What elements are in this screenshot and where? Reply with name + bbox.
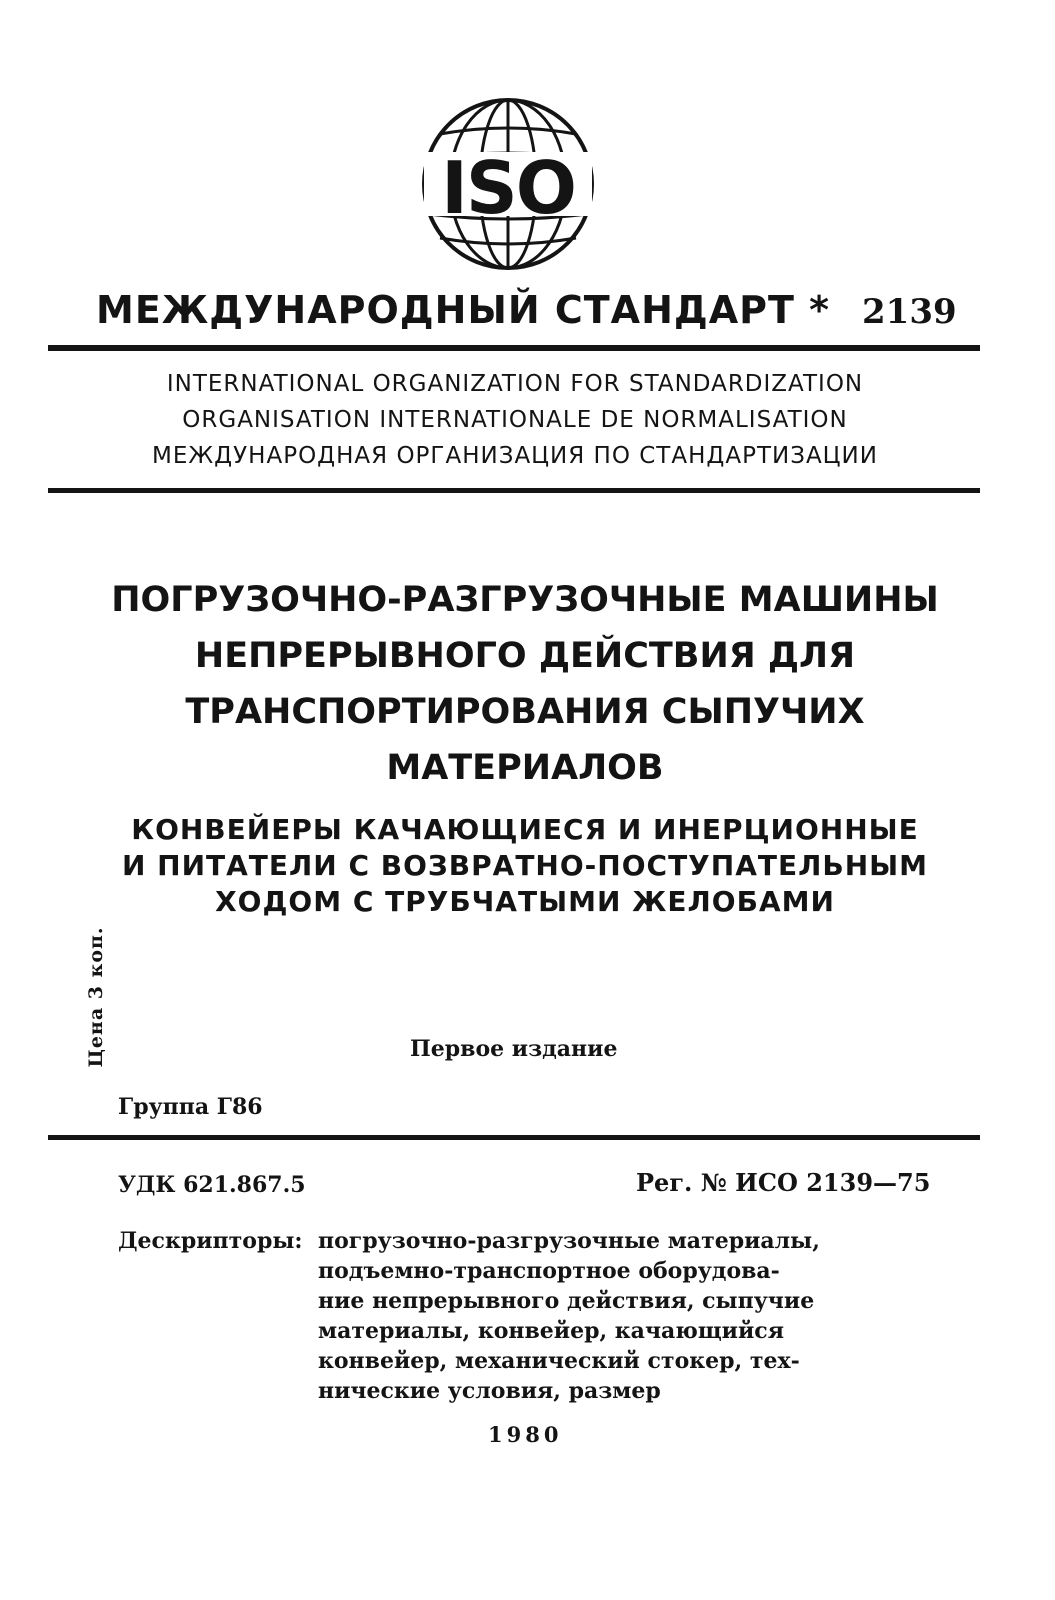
standard-number: 2139 xyxy=(862,292,957,332)
descriptor-line: подъемно-транспортное оборудова- xyxy=(318,1258,780,1284)
document-title-line: НЕПРЕРЫВНОГО ДЕЙСТВИЯ ДЛЯ xyxy=(194,636,856,676)
descriptor-line: конвейер, механический стокер, тех- xyxy=(318,1348,800,1374)
group-label: Группа Г86 xyxy=(118,1094,263,1120)
descriptors-label: Дескрипторы: xyxy=(118,1228,303,1254)
document-subtitle-line: КОНВЕЙЕРЫ КАЧАЮЩИЕСЯ И ИНЕРЦИОННЫЕ xyxy=(131,813,919,846)
organization-names xyxy=(60,366,970,474)
document-title-line: ПОГРУЗОЧНО-РАЗГРУЗОЧНЫЕ МАШИНЫ xyxy=(111,580,939,620)
registration-number: Рег. № ИСО 2139—75 xyxy=(636,1168,931,1197)
standard-title: МЕЖДУНАРОДНЫЙ СТАНДАРТ * xyxy=(96,288,830,332)
divider-top xyxy=(48,345,980,351)
divider-bottom xyxy=(48,1135,980,1140)
edition-label: Первое издание xyxy=(410,1036,618,1062)
document-subtitle-line: И ПИТАТЕЛИ С ВОЗВРАТНО-ПОСТУПАТЕЛЬНЫМ xyxy=(121,849,928,882)
organization-name-en: INTERNATIONAL ORGANIZATION FOR STANDARDIZATION xyxy=(166,371,864,397)
price-text: Цена 3 коп. xyxy=(85,926,107,1068)
document-title-line: МАТЕРИАЛОВ xyxy=(386,748,664,788)
descriptor-line: ние непрерывного действия, сыпучие xyxy=(318,1288,815,1314)
divider-middle xyxy=(48,488,980,493)
iso-logo-text: ISO xyxy=(441,146,575,230)
udk-code: УДК 621.867.5 xyxy=(118,1172,306,1198)
document-subtitle-line: ХОДОМ С ТРУБЧАТЫМИ ЖЕЛОБАМИ xyxy=(215,885,835,918)
descriptor-line: нические условия, размер xyxy=(318,1378,661,1404)
iso-globe-logo xyxy=(418,92,598,276)
organization-name-fr: ORGANISATION INTERNATIONALE DE NORMALISATION xyxy=(182,407,848,433)
document-title-line: ТРАНСПОРТИРОВАНИЯ СЫПУЧИХ xyxy=(185,692,865,732)
descriptors-list xyxy=(318,1226,818,1406)
document-title xyxy=(60,572,990,796)
descriptor-line: погрузочно-разгрузочные материалы, xyxy=(318,1228,820,1254)
publication-year: 1980 xyxy=(488,1422,563,1447)
organization-name-ru: МЕЖДУНАРОДНАЯ ОРГАНИЗАЦИЯ ПО СТАНДАРТИЗАЦИИ xyxy=(152,443,878,469)
descriptor-line: материалы, конвейер, качающийся xyxy=(318,1318,784,1344)
document-subtitle xyxy=(60,812,990,920)
price-label xyxy=(56,922,136,1072)
